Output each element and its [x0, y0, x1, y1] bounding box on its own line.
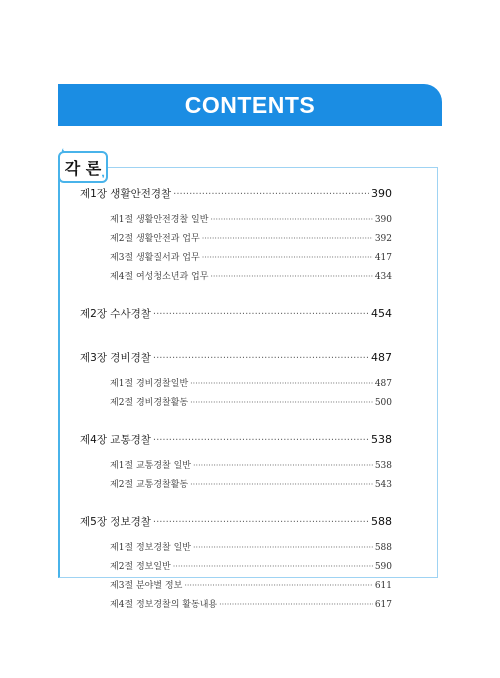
section-title: 제1절 경비경찰일반	[110, 379, 189, 389]
section-page-number: 434	[374, 272, 392, 282]
section-title: 제1절 교통경찰 일반	[110, 461, 192, 471]
chapter-title: 제2장 수사경찰	[80, 308, 151, 320]
dot-leader	[219, 600, 373, 609]
dot-leader	[202, 234, 373, 243]
section-title: 제3절 분야별 정보	[110, 581, 183, 591]
chapter-block	[80, 432, 392, 514]
section-entry[interactable]	[80, 231, 392, 250]
chapter-page-number: 588	[371, 515, 392, 528]
section-entry[interactable]	[80, 269, 392, 288]
section-page-number: 417	[374, 253, 392, 263]
chapter-page-number: 454	[371, 307, 392, 320]
section-page-number: 487	[374, 379, 392, 389]
dot-leader	[173, 562, 373, 571]
section-page-number: 590	[374, 562, 392, 572]
section-title: 제2절 정보일반	[110, 562, 171, 572]
dot-leader	[202, 253, 373, 262]
section-page-number: 543	[374, 480, 392, 490]
chapter-entry[interactable]	[80, 514, 392, 540]
dot-leader	[190, 398, 373, 407]
section-page-number: 392	[374, 234, 392, 244]
chapter-block	[80, 514, 392, 616]
section-entry[interactable]	[80, 250, 392, 269]
section-divider	[108, 167, 438, 168]
page-title: CONTENTS	[184, 91, 316, 118]
contents-banner	[58, 84, 442, 126]
dot-leader	[184, 581, 373, 590]
dot-leader	[210, 272, 372, 281]
section-page-number: 500	[374, 398, 392, 408]
section-title: 제2절 경비경찰활동	[110, 398, 189, 408]
chapter-block	[80, 186, 392, 306]
dot-leader	[193, 543, 373, 552]
chapter-page-number: 487	[371, 351, 392, 364]
chapter-title: 제5장 정보경찰	[80, 516, 151, 528]
chapter-title: 제4장 교통경찰	[80, 434, 151, 446]
dot-leader	[190, 379, 373, 388]
section-page-number: 390	[374, 215, 392, 225]
section-page-number: 617	[374, 600, 392, 610]
section-title: 제1절 정보경찰 일반	[110, 543, 192, 553]
section-entry[interactable]	[80, 540, 392, 559]
section-title: 제3절 생활질서과 업무	[110, 253, 200, 263]
section-entry[interactable]	[80, 395, 392, 414]
table-of-contents	[80, 186, 392, 616]
chapter-block	[80, 350, 392, 432]
close-quote-icon: ❜	[101, 174, 105, 185]
section-title: 제2절 생활안전과 업무	[110, 234, 200, 244]
section-label-box	[58, 148, 108, 185]
section-page-number: 611	[374, 581, 392, 591]
chapter-entry[interactable]	[80, 306, 392, 332]
chapter-page-number: 538	[371, 433, 392, 446]
section-page-number: 588	[374, 543, 392, 553]
chapter-title: 제1장 생활안전경찰	[80, 188, 172, 200]
chapter-entry[interactable]	[80, 350, 392, 376]
chapter-block	[80, 306, 392, 350]
section-label: 각 론	[64, 158, 102, 178]
section-entry[interactable]	[80, 477, 392, 496]
chapter-entry[interactable]	[80, 432, 392, 458]
section-title: 제2절 교통경찰활동	[110, 480, 189, 490]
dot-leader	[210, 215, 372, 224]
dot-leader	[190, 480, 373, 489]
dot-leader	[153, 435, 369, 446]
section-entry[interactable]	[80, 597, 392, 616]
section-entry[interactable]	[80, 458, 392, 477]
chapter-title: 제3장 경비경찰	[80, 352, 151, 364]
section-entry[interactable]	[80, 376, 392, 395]
chapter-entry[interactable]	[80, 186, 392, 212]
section-title: 제4절 여성청소년과 업무	[110, 272, 209, 282]
dot-leader	[173, 189, 369, 200]
section-title: 제1절 생활안전경찰 일반	[110, 215, 209, 225]
dot-leader	[153, 353, 369, 364]
section-entry[interactable]	[80, 212, 392, 231]
dot-leader	[153, 309, 369, 320]
section-entry[interactable]	[80, 559, 392, 578]
chapter-page-number: 390	[371, 187, 392, 200]
section-title: 제4절 정보경찰의 활동내용	[110, 600, 218, 610]
section-page-number: 538	[374, 461, 392, 471]
open-quote-icon: ❛	[61, 148, 65, 159]
dot-leader	[193, 461, 373, 470]
section-entry[interactable]	[80, 578, 392, 597]
dot-leader	[153, 517, 369, 528]
